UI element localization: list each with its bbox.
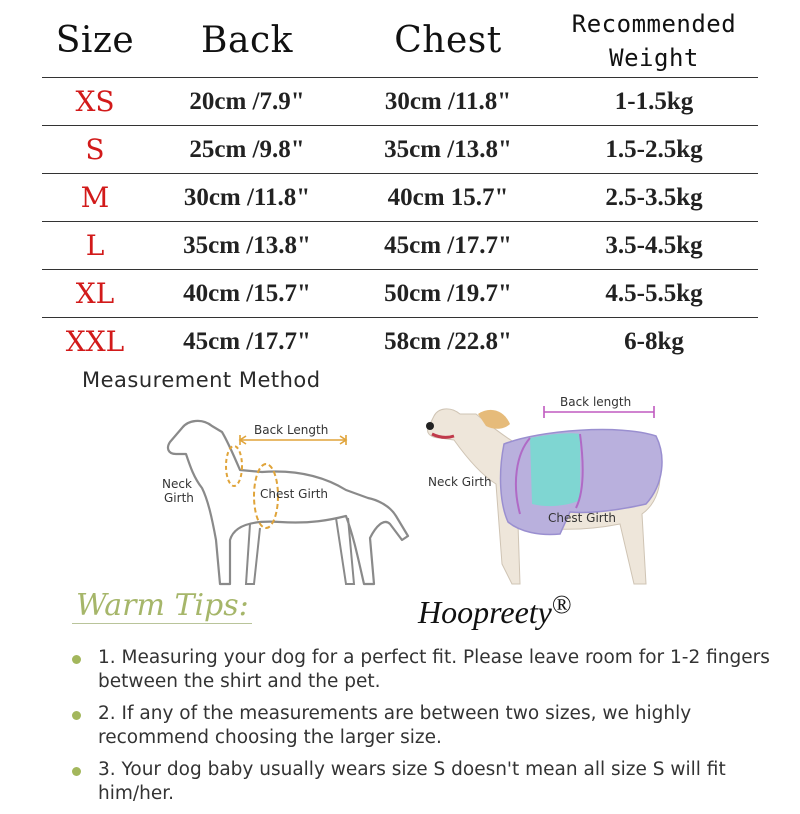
table-row (42, 222, 758, 270)
table-row (42, 126, 758, 174)
header-chest: Chest (394, 20, 502, 61)
chest-value: 45cm /17.7" (384, 231, 512, 259)
back-value: 30cm /11.8" (183, 183, 311, 211)
back-value: 40cm /15.7" (183, 279, 311, 307)
registered-mark: ® (551, 590, 572, 619)
dog-shirt-diagram (420, 384, 700, 594)
header-recommended: Recommended (571, 9, 737, 38)
chest-value: 58cm /22.8" (384, 327, 512, 355)
right-neck-girth-label: Neck Girth (428, 475, 492, 489)
header-size: Size (55, 20, 135, 61)
chest-value: 40cm 15.7" (387, 183, 509, 211)
right-chest-girth-label: Chest Girth (548, 511, 617, 525)
table-row (42, 174, 758, 222)
weight-value: 6-8kg (624, 327, 684, 355)
brand-text: Hoopreety (418, 594, 552, 630)
warm-tips-heading: Warm Tips: (76, 588, 249, 623)
tips-list (70, 646, 770, 814)
tip-text: 2. If any of the measurements are between two sizes, we highly recommend choosing the larger size. (98, 703, 692, 748)
bullet-icon (72, 655, 81, 664)
left-neck-label: Neck (162, 477, 192, 491)
list-item (70, 702, 770, 750)
left-chest-girth-label: Chest Girth (260, 487, 329, 501)
weight-value: 4.5-5.5kg (605, 279, 703, 307)
size-label: S (85, 133, 105, 166)
chest-value: 30cm /11.8" (384, 87, 512, 115)
back-value: 35cm /13.8" (183, 231, 311, 259)
table-row (42, 270, 758, 318)
dog-outline-icon (168, 421, 408, 584)
left-back-length-label: Back Length (254, 423, 329, 437)
size-label: L (85, 229, 105, 262)
right-back-length-label: Back length (560, 395, 632, 409)
size-label: XXL (65, 325, 125, 358)
weight-value: 2.5-3.5kg (605, 183, 703, 211)
warm-tips-underline (72, 623, 252, 624)
tip-text: 3. Your dog baby usually wears size S doesn't mean all size S will fit him/her. (98, 759, 726, 804)
bullet-icon (72, 767, 81, 776)
table-row (42, 318, 758, 365)
list-item (70, 646, 770, 694)
weight-value: 3.5-4.5kg (605, 231, 703, 259)
chest-value: 35cm /13.8" (384, 135, 512, 163)
back-value: 25cm /9.8" (189, 135, 305, 163)
table-row (42, 78, 758, 126)
tip-text: 1. Measuring your dog for a perfect fit. Please leave room for 1-2 fingers between the shirt and the pet. (98, 647, 770, 692)
header-weight: Weight (609, 43, 699, 72)
chest-value: 50cm /19.7" (384, 279, 512, 307)
size-label: XS (75, 85, 115, 118)
header-recommended-weight (550, 7, 758, 75)
bullet-icon (72, 711, 81, 720)
back-value: 45cm /17.7" (183, 327, 311, 355)
left-girth-label: Girth (164, 491, 194, 505)
weight-value: 1-1.5kg (614, 87, 694, 115)
header-back: Back (201, 20, 293, 61)
brand-name (418, 590, 572, 631)
size-label: XL (75, 277, 115, 310)
list-item (70, 758, 770, 806)
weight-value: 1.5-2.5kg (605, 135, 703, 163)
back-value: 20cm /7.9" (189, 87, 305, 115)
size-label: M (80, 181, 110, 214)
table-header-row (42, 4, 758, 78)
measurement-method-title: Measurement Method (82, 368, 321, 392)
dog-outline-diagram (150, 408, 410, 590)
size-table (42, 4, 758, 365)
